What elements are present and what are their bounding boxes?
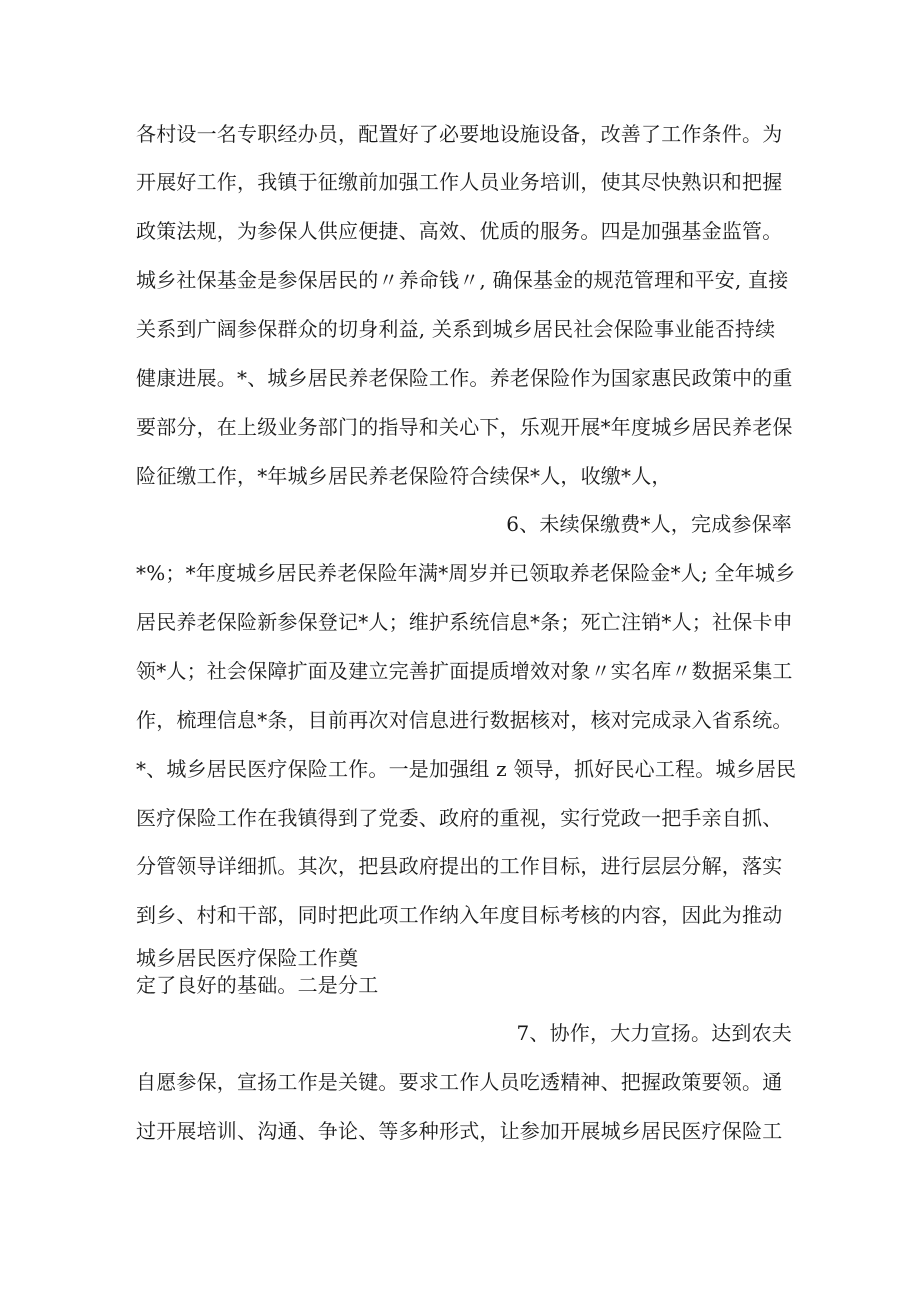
text-line-16: 分管领导详细抓。其次，把县政府提出的工作目标，进行层层分解，落实 (136, 854, 783, 878)
text-line-1: 各村设一名专职经办员，配置好了必要地设施设备，改善了工作条件。为 (136, 122, 783, 146)
text-line-11: 居民养老保险新参保登记*人；维护系统信息*条；死亡注销*人；社保卡申 (136, 610, 793, 634)
text-line-3: 政策法规，为参保人供应便捷、高效、优质的服务。四是加强基金监管。 (136, 219, 783, 243)
text-line-20: 7、协作，大力宣扬。达到农夫 (516, 1021, 792, 1045)
text-line-10: *%；*年度城乡居民养老保险年满*周岁并已领取养老保险金*人; 全年城乡 (136, 561, 796, 585)
text-line-18: 城乡居民医疗保险工作奠 (136, 946, 359, 970)
text-line-15: 医疗保险工作在我镇得到了党委、政府的重视，实行党政一把手亲自抓、 (136, 806, 783, 830)
text-line-14: *、城乡居民医疗保险工作。一是加强组 z 领导，抓好民心工程。城乡居民 (136, 757, 796, 781)
text-line-22: 过开展培训、沟通、争论、等多种形式，让参加开展城乡居民医疗保险工 (136, 1119, 783, 1143)
text-line-4: 城乡社保基金是参保居民的〃养命钱〃, 确保基金的规范管理和平安, 直接 (136, 268, 789, 292)
text-line-13: 作，梳理信息*条，目前再次对信息进行数据核对，核对完成录入省系统。 (136, 708, 793, 732)
text-line-6: 健康进展。*、城乡居民养老保险工作。养老保险作为国家惠民政策中的重 (136, 366, 793, 390)
text-line-9: 6、未续保缴费*人，完成参保率 (506, 512, 792, 536)
text-line-17: 到乡、村和干部，同时把此项工作纳入年度目标考核的内容，因此为推动 (136, 903, 783, 927)
text-line-7: 要部分，在上级业务部门的指导和关心下，乐观开展*年度城乡居民养老保 (136, 415, 793, 439)
text-line-21: 自愿参保，宣扬工作是关键。要求工作人员吃透精神、把握政策要领。通 (136, 1070, 783, 1094)
text-line-19: 定了良好的基础。二是分工 (136, 973, 379, 997)
text-line-8: 险征缴工作，*年城乡居民养老保险符合续保*人，收缴*人， (136, 464, 672, 488)
text-line-2: 开展好工作，我镇于征缴前加强工作人员业务培训，使其尽快熟识和把握 (136, 170, 783, 194)
text-line-12: 领*人；社会保障扩面及建立完善扩面提质增效对象〃实名库〃数据采集工 (136, 659, 793, 683)
text-line-5: 关系到广阔参保群众的切身利益, 关系到城乡居民社会保险事业能否持续 (136, 317, 776, 341)
